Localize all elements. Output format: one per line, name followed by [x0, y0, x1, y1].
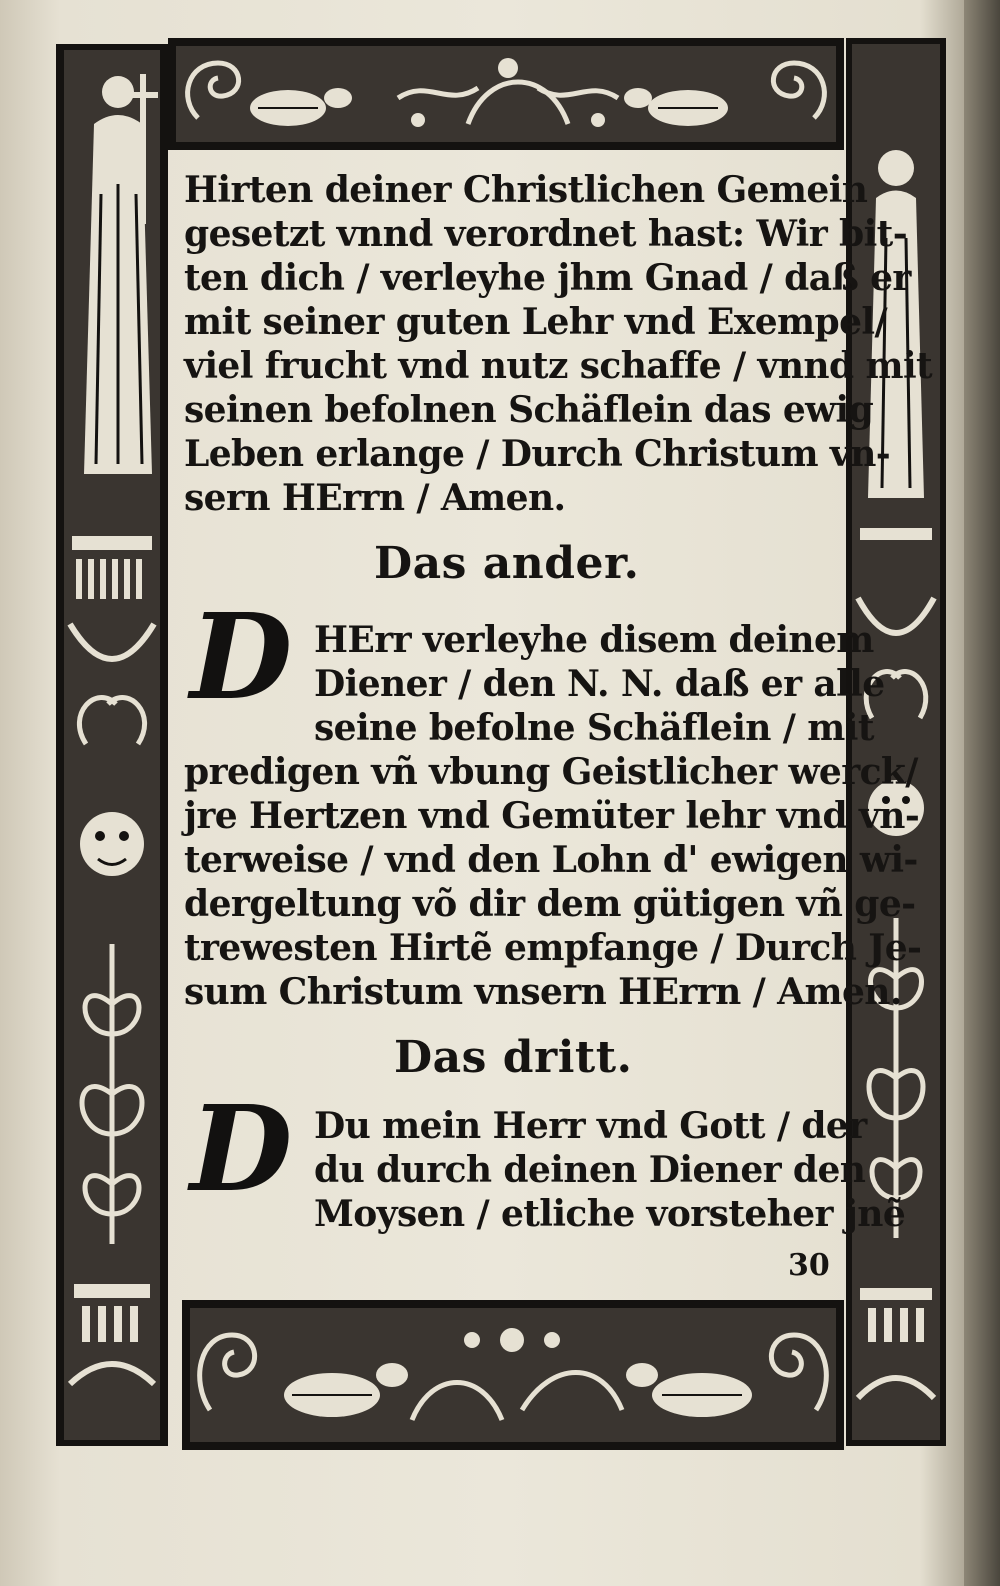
section2-heading: Das ander. [374, 538, 640, 589]
section3-line-2: du durch deinen Diener den [314, 1149, 866, 1191]
section2-line-6: terweise / vnd den Lohn d' ewigen wi- [184, 839, 918, 881]
left-woodcut-border [56, 44, 168, 1446]
page-number: 30 [788, 1248, 830, 1283]
bottom-woodcut-border [182, 1300, 844, 1450]
paragraph1-line-1: Hirten deiner Christlichen Gemein [184, 169, 868, 211]
section2-line-2: Diener / den N. N. daß er alle [314, 663, 885, 705]
paragraph1-line-6: seinen befolnen Schäflein das ewig [184, 389, 874, 431]
section3-line-1: Du mein Herr vnd Gott / der [314, 1105, 867, 1147]
section2-line-4: predigen vñ vbung Geistlicher werck/ [184, 751, 918, 793]
top-woodcut-border [168, 38, 844, 150]
section2-line-7: dergeltung võ dir dem gütigen vñ ge- [184, 883, 916, 925]
paragraph1-line-7: Leben erlange / Durch Christum vn- [184, 433, 891, 475]
section3-drop-initial: D [190, 1079, 293, 1218]
section2-line-5: jre Hertzen vnd Gemüter lehr vnd vn- [184, 795, 920, 837]
text-block [184, 160, 933, 1295]
paragraph1-line-3: ten dich / verleyhe jhm Gnad / daß er [184, 257, 911, 299]
section3-line-3: Moysen / etliche vorsteher jnẽ [314, 1193, 906, 1235]
section2-drop-initial: D [190, 587, 293, 726]
section3-heading: Das dritt. [394, 1032, 633, 1083]
paragraph1-line-8: sern HErrn / Amen. [184, 477, 566, 519]
section2-line-3: seine befolne Schäflein / mit [314, 707, 874, 749]
paragraph1-line-2: gesetzt vnnd verordnet hast: Wir bit- [184, 213, 908, 255]
section2-line-1: HErr verleyhe disem deinem [314, 619, 874, 661]
section2-line-9: sum Christum vnsern HErrn / Amen. [184, 971, 902, 1013]
book-spine-shadow [964, 0, 1000, 1586]
paragraph1-line-4: mit seiner guten Lehr vnd Exempel/ [184, 301, 888, 343]
paragraph1-line-5: viel frucht vnd nutz schaffe / vnnd mit [184, 345, 933, 387]
section2-line-8: trewesten Hirtẽ empfange / Durch Je- [184, 927, 922, 969]
